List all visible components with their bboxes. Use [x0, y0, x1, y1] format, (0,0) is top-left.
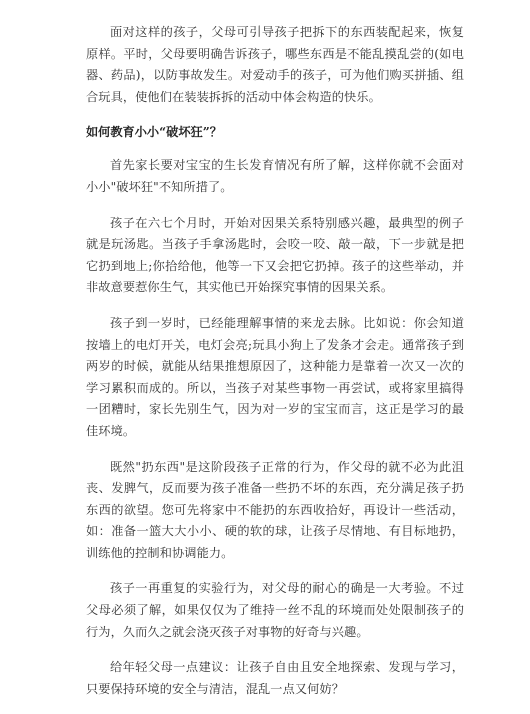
article-body — [86, 22, 464, 714]
paragraph-one-year: 孩子到一岁时，已经能理解事情的来龙去脉。比如说：你会知道按墙上的电灯开关，电灯会亮;玩具小狗上了发条才会走。通常孩子到两岁的时候，就能从结果推想原因了，这种能力是靠着一次又一次的学习累积而成的。所以，当孩子对某些事物一再尝试，或将家里搞得一团糟时，家长先别生气，因为对一岁的宝宝而言，这正是学习的最佳环境。 — [86, 315, 464, 438]
paragraph-advice: 给年轻父母一点建议：让孩子自由且安全地探索、发现与学习，只要保持环境的安全与清洁，混乱一点又何妨？ — [86, 660, 464, 696]
paragraph-patience: 孩子一再重复的实验行为，对父母的耐心的确是一大考验。不过父母必须了解，如果仅仅为了维持一丝不乱的环境而处处限制孩子的行为，久而久之就会浇灭孩子对事物的好奇与兴趣。 — [86, 581, 464, 639]
section-heading: 如何教育小小“破坏狂”？ — [86, 125, 222, 140]
paragraph-parent-guidance: 面对这样的孩子，父母可引导孩子把拆下的东西装配起来，恢复原样。平时，父母要明确告诉孩子，哪些东西是不能乱摸乱尝的(如电器、药品)，以防事故发生。对爱动手的孩子，可为他们购买拼插、组合玩具，使他们在装装拆拆的活动中体会构造的快乐。 — [86, 25, 464, 104]
paragraph-understand-development: 首先家长要对宝宝的生长发育情况有所了解，这样你就不会面对小小"破坏狂"不知所措了。 — [86, 158, 464, 194]
paragraph-throwing-things: 既然"扔东西"是这阶段孩子正常的行为，作父母的就不必为此沮丧、发脾气，反而要为孩子准备一些扔不坏的东西，充分满足孩子扔东西的欲望。您可先将家中不能扔的东西收拾好，再设计一些活动，如：准备一篮大大小小、硬的软的球，让孩子尽情地、有目标地扔，训练他的控制和协调能力。 — [86, 459, 464, 560]
paragraph-six-months: 孩子在六七个月时，开始对因果关系特别感兴趣，最典型的例子就是玩汤匙。当孩子手拿汤匙时，会咬一咬、敲一敲，下一步就是把它扔到地上;你拾给他，他等一下又会把它扔掉。孩子的这些举动，并非故意要惹你生气，其实他已开始探究事情的因果关系。 — [86, 215, 464, 295]
